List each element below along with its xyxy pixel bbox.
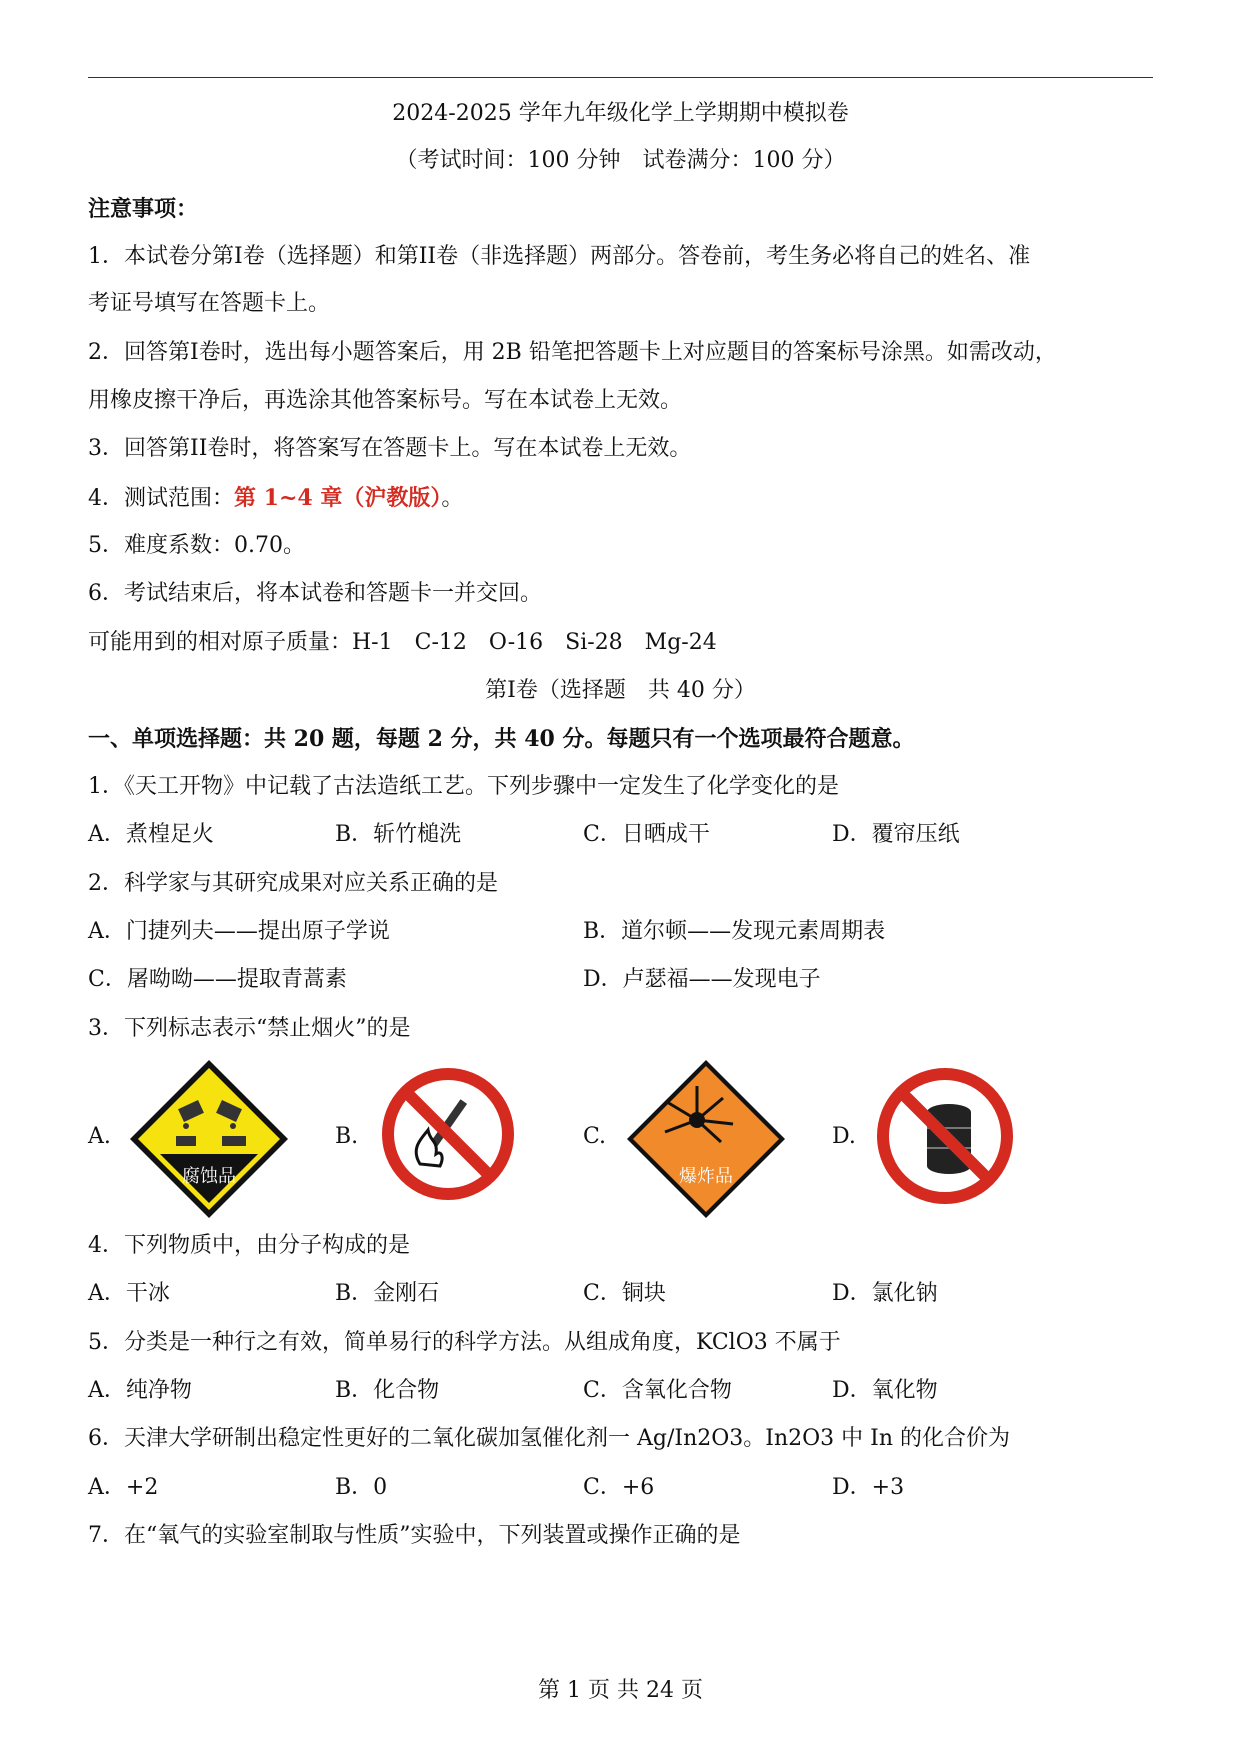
q5-option-a[interactable]: A．纯净物 — [88, 1378, 192, 1403]
note-1-line-2: 考证号填写在答题卡上。 — [88, 291, 331, 316]
q2-option-a[interactable]: A．门捷列夫——提出原子学说 — [88, 919, 390, 944]
q5-option-d[interactable]: D．氧化物 — [832, 1378, 938, 1403]
page-footer: 第 1 页 共 24 页 — [538, 1678, 703, 1703]
note-4-suffix: 。 — [441, 486, 464, 511]
section-1-instruction: 一、单项选择题：共 20 题，每题 2 分，共 40 分。每题只有一个选项最符合题意。 — [88, 726, 915, 752]
no-barrel-sign-icon — [875, 1066, 1015, 1206]
q6-option-c[interactable]: C．+6 — [583, 1475, 655, 1500]
note-5: 5．难度系数：0.70。 — [88, 533, 305, 558]
atomic-mass-line: 可能用到的相对原子质量：H-1 C-12 O-16 Si-28 Mg-24 — [88, 630, 717, 655]
note-4-prefix: 4．测试范围： — [88, 486, 234, 511]
note-6: 6．考试结束后，将本试卷和答题卡一并交回。 — [88, 581, 542, 606]
q2-option-b[interactable]: B．道尔顿——发现元素周期表 — [583, 919, 886, 944]
q1-option-c[interactable]: C．日晒成干 — [583, 822, 710, 847]
header-rule — [88, 77, 1153, 78]
explosive-sign-icon — [625, 1058, 787, 1220]
q3-option-b[interactable]: B. — [335, 1124, 359, 1149]
q6-option-a[interactable]: A．+2 — [88, 1475, 159, 1500]
q1-option-a[interactable]: A．煮楻足火 — [88, 822, 214, 847]
note-1-line-1: 1．本试卷分第I卷（选择题）和第II卷（非选择题）两部分。答卷前，考生务必将自己的姓名、准 — [88, 244, 1031, 269]
q4-option-a[interactable]: A．干冰 — [88, 1281, 170, 1306]
section-1-title: 第I卷（选择题 共 40 分） — [485, 678, 756, 703]
explosive-sign-label: 爆炸品 — [679, 1166, 733, 1187]
q1-option-d[interactable]: D．覆帘压纸 — [832, 822, 960, 847]
q1-option-b[interactable]: B．斩竹槌洗 — [335, 822, 462, 847]
q7-stem: 7．在“氧气的实验室制取与性质”实验中，下列装置或操作正确的是 — [88, 1523, 741, 1548]
note-3: 3．回答第II卷时，将答案写在答题卡上。写在本试卷上无效。 — [88, 436, 692, 461]
q5-option-c[interactable]: C．含氧化合物 — [583, 1378, 732, 1403]
q3-option-a[interactable]: A. — [88, 1124, 111, 1149]
corrosive-sign-label: 腐蚀品 — [182, 1166, 236, 1187]
note-2-line-2: 用橡皮擦干净后，再选涂其他答案标号。写在本试卷上无效。 — [88, 388, 683, 413]
q5-stem: 5．分类是一种行之有效，简单易行的科学方法。从组成角度，KClO3 不属于 — [88, 1330, 841, 1355]
q4-option-c[interactable]: C．铜块 — [583, 1281, 666, 1306]
q2-stem: 2．科学家与其研究成果对应关系正确的是 — [88, 871, 498, 896]
note-4-scope: 第 1~4 章（沪教版） — [234, 485, 442, 511]
q6-option-d[interactable]: D．+3 — [832, 1475, 905, 1500]
q1-stem: 1．《天工开物》中记载了古法造纸工艺。下列步骤中一定发生了化学变化的是 — [88, 774, 839, 799]
notes-heading: 注意事项： — [88, 196, 199, 222]
corrosive-sign-icon — [128, 1058, 290, 1220]
q3-option-d[interactable]: D. — [832, 1124, 856, 1149]
exam-title: 2024-2025 学年九年级化学上学期期中模拟卷 — [392, 101, 849, 126]
q4-option-d[interactable]: D．氯化钠 — [832, 1281, 938, 1306]
q2-option-c[interactable]: C．屠呦呦——提取青蒿素 — [88, 967, 347, 992]
note-2-line-1: 2．回答第I卷时，选出每小题答案后，用 2B 铅笔把答题卡上对应题目的答案标号涂黑。如需改动， — [88, 340, 1057, 365]
q4-option-b[interactable]: B．金刚石 — [335, 1281, 440, 1306]
note-4 — [88, 483, 463, 514]
q2-option-d[interactable]: D．卢瑟福——发现电子 — [583, 967, 821, 992]
q3-stem: 3．下列标志表示“禁止烟火”的是 — [88, 1016, 411, 1041]
q5-option-b[interactable]: B．化合物 — [335, 1378, 440, 1403]
q4-stem: 4．下列物质中，由分子构成的是 — [88, 1233, 410, 1258]
q6-stem: 6．天津大学研制出稳定性更好的二氧化碳加氢催化剂一 Ag/In2O3。In2O3 中 In 的化合价为 — [88, 1426, 1010, 1451]
exam-subtitle: （考试时间：100 分钟 试卷满分：100 分） — [395, 148, 846, 173]
q3-option-c[interactable]: C. — [583, 1124, 607, 1149]
q6-option-b[interactable]: B．0 — [335, 1475, 388, 1500]
no-fire-sign-icon — [380, 1066, 516, 1202]
